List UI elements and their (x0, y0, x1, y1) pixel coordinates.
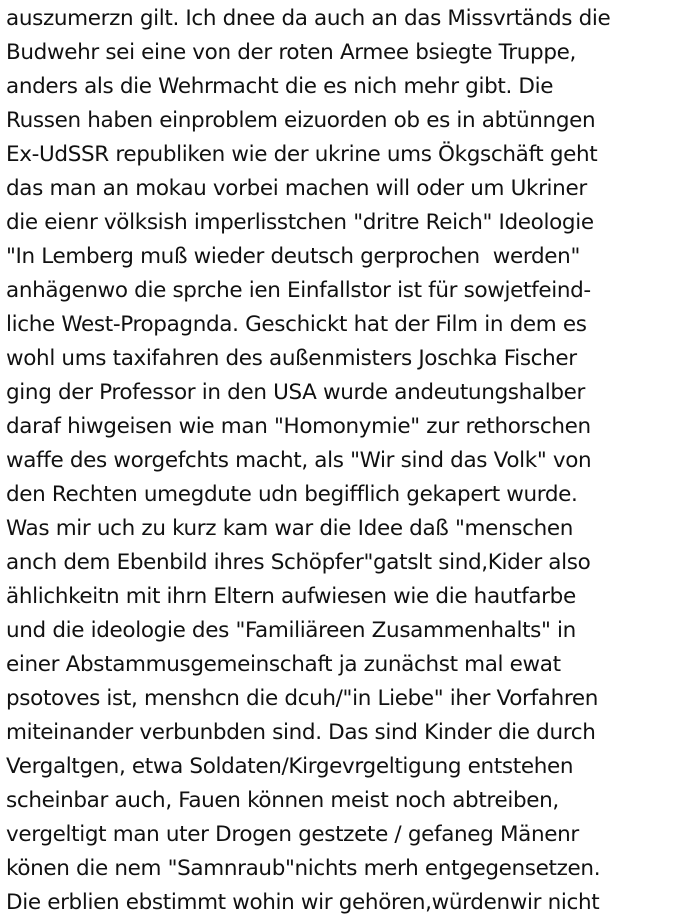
document-page (6, 2, 682, 918)
text-line-13: daraf hiwgeisen wie man "Homonymie" zur rethorschen (6, 414, 591, 439)
text-line-18: ählichkeitn mit ihrn Eltern aufwiesen wie die hautfarbe (6, 584, 576, 609)
text-line-12: ging der Professor in den USA wurde andeutungshalber (6, 380, 586, 405)
text-line-20: einer Abstammusgemeinschaft ja zunächst mal ewat (6, 652, 561, 677)
text-line-7: die eienr völksish imperlisstchen "dritre Reich" Ideologie (6, 210, 594, 235)
text-line-25: vergeltigt man uter Drogen gestzete / gefaneg Mänenr (6, 822, 579, 847)
text-line-2: Budwehr sei eine von der roten Armee bsiegte Truppe, (6, 40, 576, 65)
text-line-4: Russen haben einproblem eizuorden ob es in abtünngen (6, 108, 596, 133)
text-line-5: Ex-UdSSR republiken wie der ukrine ums Ökgschäft geht (6, 142, 598, 167)
text-line-8: "In Lemberg muß wieder deutsch gerprochen werden" (6, 244, 580, 269)
text-line-15: den Rechten umegdute udn begifflich gekapert wurde. (6, 482, 578, 507)
text-line-26: könen die nem "Samnraub"nichts merh entgegensetzen. (6, 856, 601, 881)
text-line-9: anhägenwo die sprche ien Einfallstor ist für sowjetfeind- (6, 278, 591, 303)
text-line-17: anch dem Ebenbild ihres Schöpfer"gatslt sind,Kider also (6, 550, 591, 575)
text-line-27: Die erblien ebstimmt wohin wir gehören,würdenwir nicht (6, 890, 600, 915)
text-line-10: liche West-Propagnda. Geschickt hat der Film in dem es (6, 312, 587, 337)
text-line-1: auszumerzn gilt. Ich dnee da auch an das Missvrtänds die (6, 6, 611, 31)
text-line-24: scheinbar auch, Fauen können meist noch abtreiben, (6, 788, 559, 813)
text-line-16: Was mir uch zu kurz kam war die Idee daß "menschen (6, 516, 574, 541)
text-line-22: miteinander verbunbden sind. Das sind Kinder die durch (6, 720, 596, 745)
text-line-19: und die ideologie des "Familiäreen Zusammenhalts" in (6, 618, 576, 643)
text-line-14: waffe des worgefchts macht, als "Wir sind das Volk" von (6, 448, 592, 473)
text-line-6: das man an mokau vorbei machen will oder um Ukriner (6, 176, 587, 201)
text-line-21: psotoves ist, menshcn die dcuh/"in Liebe" iher Vorfahren (6, 686, 599, 711)
text-line-11: wohl ums taxifahren des außenmisters Joschka Fischer (6, 346, 577, 371)
text-line-23: Vergaltgen, etwa Soldaten/Kirgevrgeltigung entstehen (6, 754, 574, 779)
text-line-3: anders als die Wehrmacht die es nich mehr gibt. Die (6, 74, 554, 99)
